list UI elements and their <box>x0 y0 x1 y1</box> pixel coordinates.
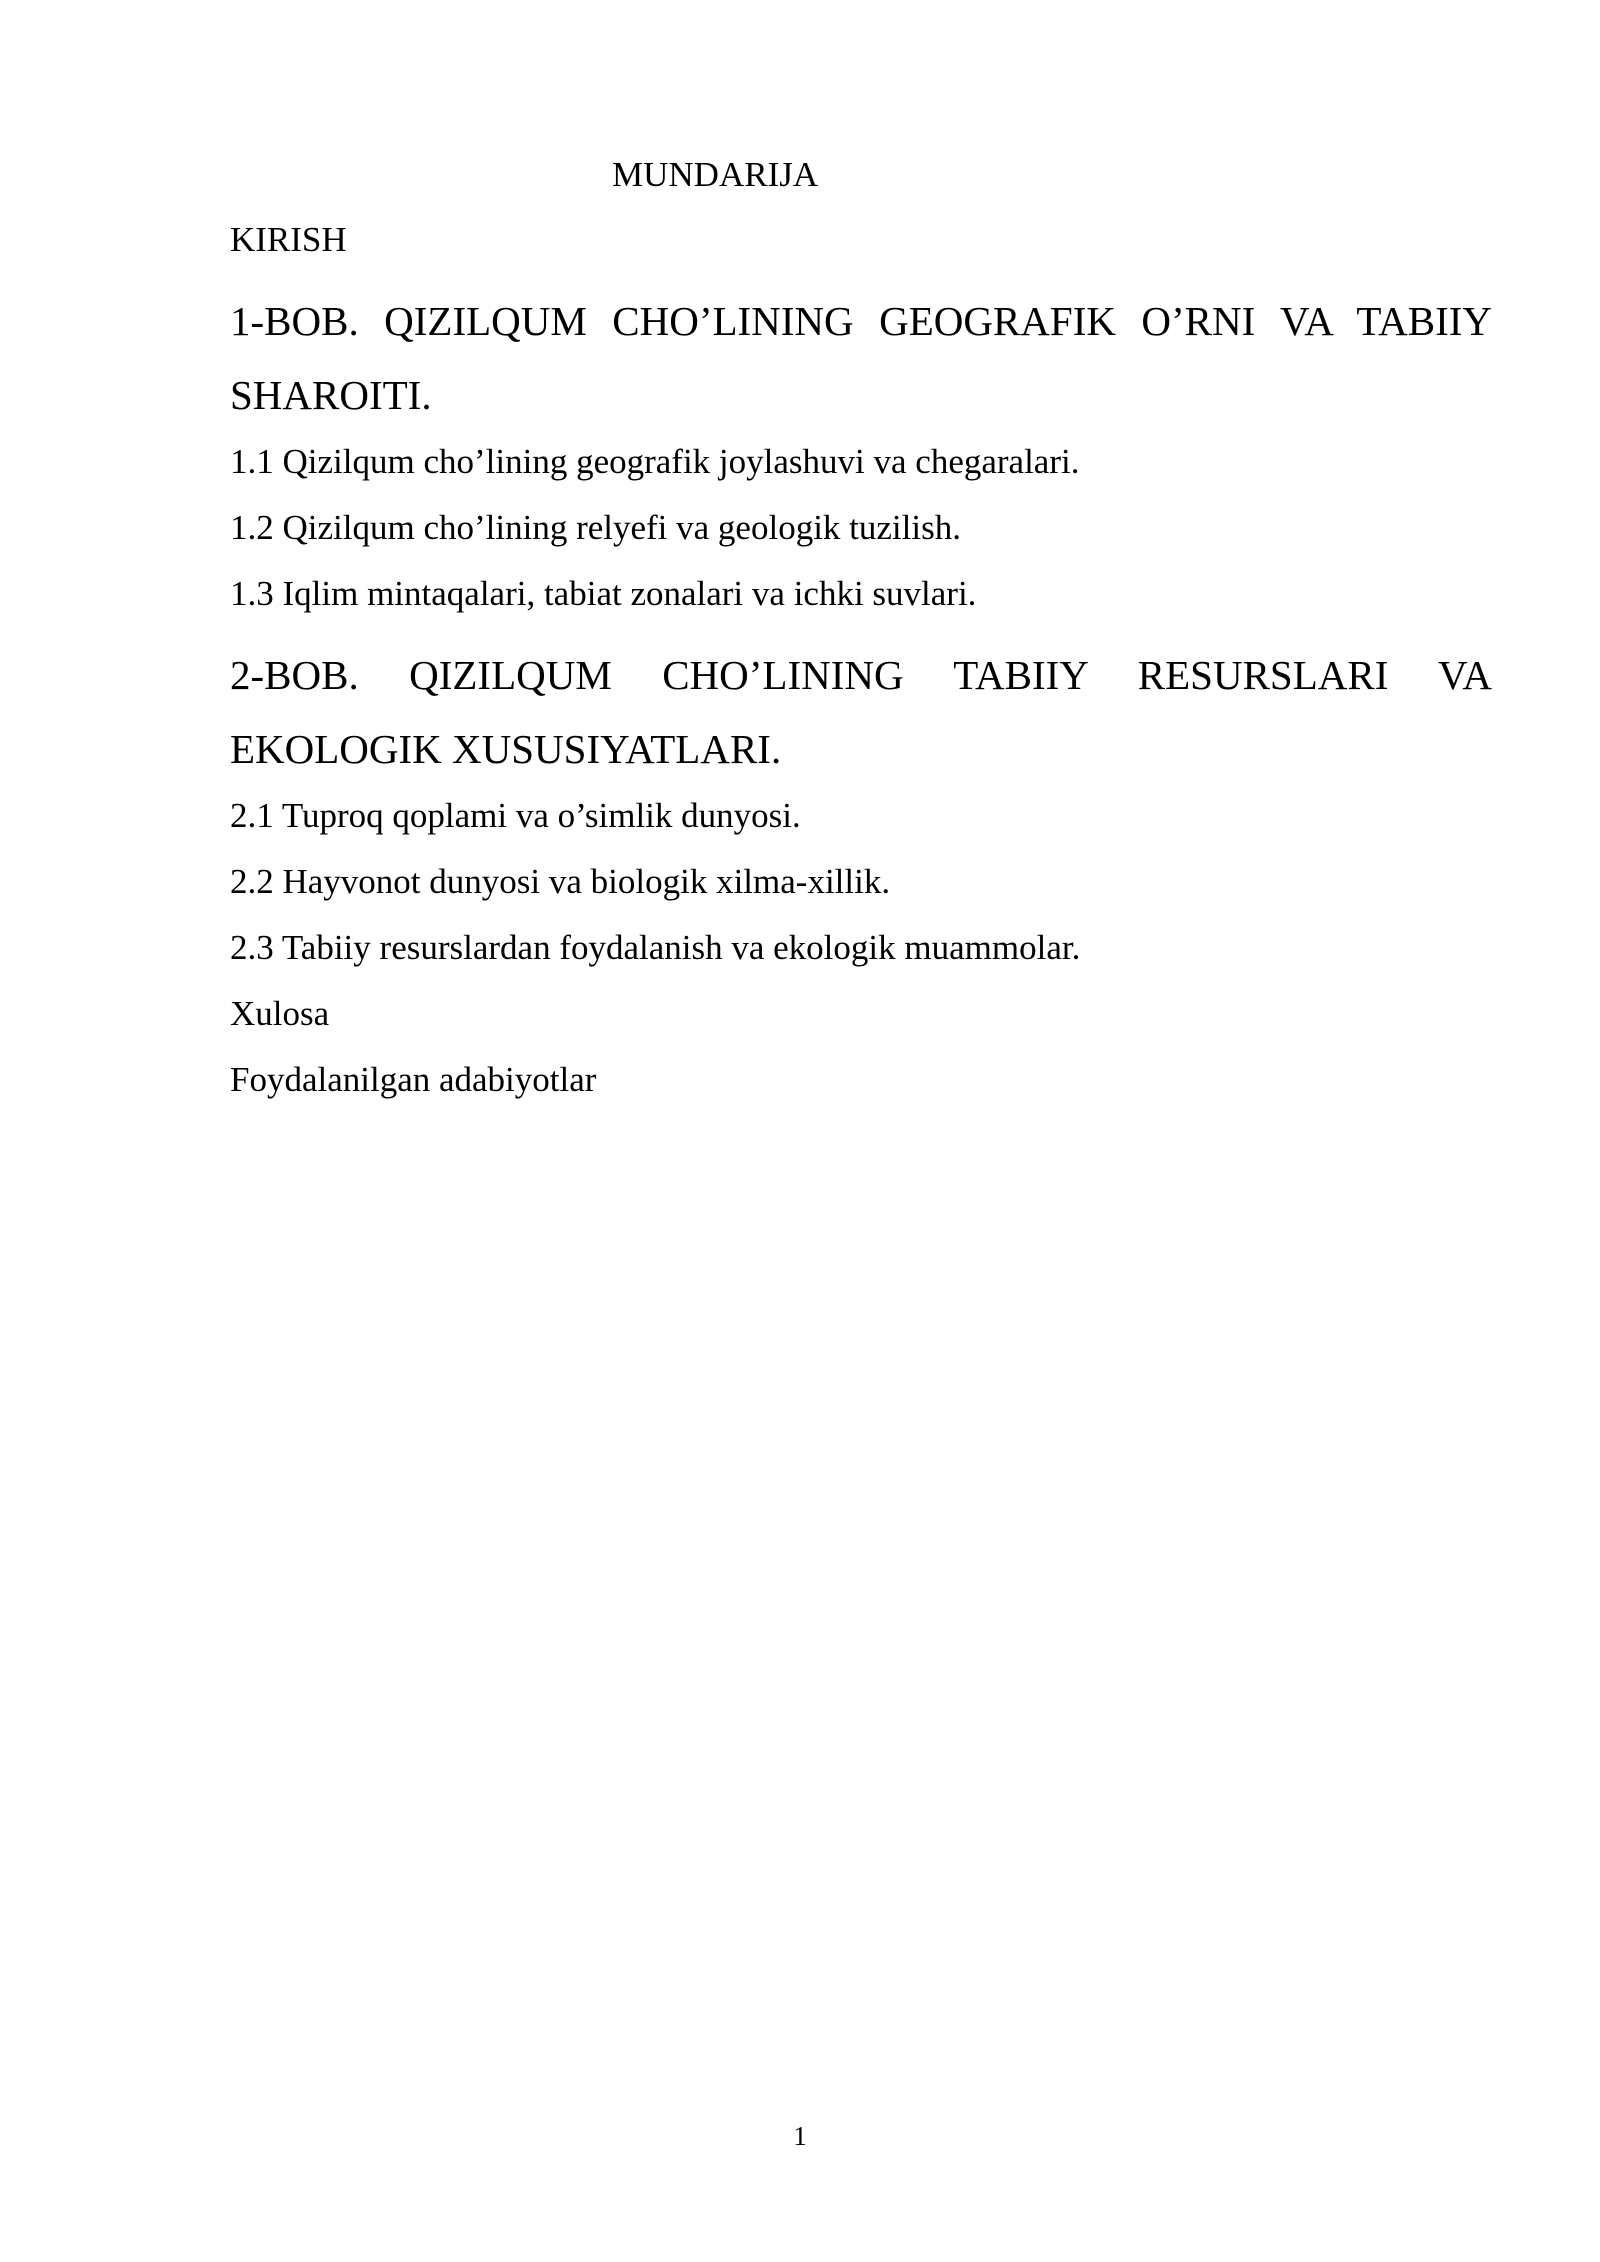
toc-entry-references: Foydalanilgan adabiyotlar <box>230 1060 597 1099</box>
toc-entry-2-2: 2.2 Hayvonot dunyosi va biologik xilma-xillik. <box>230 862 891 901</box>
toc-chapter-1-line-1: 1-BOB. QIZILQUM CHO’LINING GEOGRAFIK O’RNI VA TABIIY <box>230 298 1492 344</box>
table-of-contents <box>230 218 1492 1124</box>
toc-chapter-2 <box>230 638 1492 786</box>
toc-entry-1-3: 1.3 Iqlim mintaqalari, tabiat zonalari va ichki suvlari. <box>230 574 977 613</box>
toc-entry-1-2: 1.2 Qizilqum cho’lining relyefi va geologik tuzilish. <box>230 508 961 547</box>
toc-title: MUNDARIJA <box>612 155 819 194</box>
toc-entry-1-1: 1.1 Qizilqum cho’lining geografik joylashuvi va chegaralari. <box>230 442 1080 481</box>
toc-entry-conclusion: Xulosa <box>230 994 330 1033</box>
toc-entry-intro: KIRISH <box>230 220 347 259</box>
toc-entry-2-3: 2.3 Tabiiy resurslardan foydalanish va ekologik muammolar. <box>230 928 1081 967</box>
toc-chapter-2-line-2: EKOLOGIK XUSUSIYATLARI. <box>230 726 782 772</box>
toc-chapter-1 <box>230 284 1492 432</box>
toc-chapter-1-line-2: SHAROITI. <box>230 372 432 418</box>
toc-entry-2-1: 2.1 Tuproq qoplami va o’simlik dunyosi. <box>230 796 801 835</box>
page-number: 1 <box>793 2121 807 2151</box>
toc-chapter-2-line-1: 2-BOB. QIZILQUM CHO’LINING TABIIY RESURSLARI VA <box>230 652 1492 698</box>
